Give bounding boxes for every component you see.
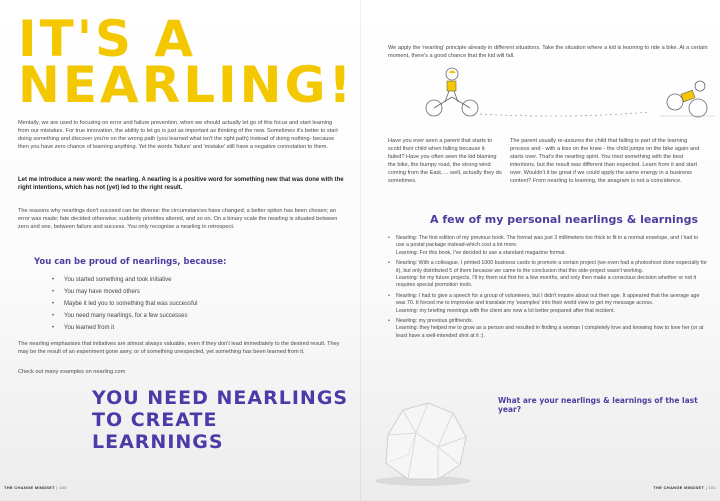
learning-text: Learning: for my future projects, I'll try them out first for a few months, and only then make a conscious decision whether or not it requires special promotion tools. [396, 275, 697, 289]
nearling-text: Nearling: I had to give a speech for a group of volunteers, but I didn't inquire about out their age. It appeared that the average age was 70. It forced me to improvise and translate my 'examples' into their world view to get my message across. [396, 292, 700, 307]
list-item [388, 260, 708, 290]
nearling-text: Nearling: With a colleague, I printed 1000 business cards to promote a certain project (we even had a photoshoot done especially for it), but only distributed 5 of them because we came to the conclusion that this side-project wasn't working. [396, 260, 707, 274]
page-number: | 101 [705, 485, 716, 490]
footer-title: THE CHANGE MINDSET [4, 485, 55, 490]
nearling-text: Nearling: The first edition of my previous book. The format was just 3 millimeters too thick to fit in a normal envelope, and I had to use a postal package instead-which cost a lot more. [396, 235, 699, 249]
list-item [388, 235, 708, 257]
learning-text: Learning: For this book, I've decided to use a standard magazine format. [396, 249, 567, 256]
list-item [388, 318, 708, 340]
list-item [388, 293, 708, 315]
emphasis-paragraph: The nearling emphasises that initiatives are almost always valuable, even if they don't lead immediately to the desired result. They may be the result of an experiment gone awry, or of something unexpected, yet something has been learned from it. [18, 341, 340, 355]
left-footer [4, 485, 67, 490]
nearling-text: Nearling: my previous girlfriends. [396, 318, 474, 325]
intro-paragraph: Mentally, we are used to focusing on error and failure prevention, when we should actually let go of this focus and start learning from our mistakes. For true innovation, the ability to let go is just as important as thinking of the new. Sometimes it's better to start doing something and discover you're on the wrong path (you learned what isn't the right path) instead of doing nothing- because then you have zero chance of learning anything. Yet the words 'failure' and 'mistake' still have a negative connotation to them. [18, 120, 338, 150]
nearlings-list [388, 235, 708, 343]
proud-heading: You can be proud of nearlings, because: [34, 257, 227, 267]
footer-title: THE CHANGE MINDSET [653, 485, 705, 490]
big-heading-line-2: TO CREATE LEARNINGS [92, 409, 224, 453]
page-title: IT'S A NEARLING! [18, 10, 355, 114]
column-2-paragraph: The parent usually re-assures the child that falling is part of the learning process and - with a kiss on the knee - the child jumps on the bike again and starts over. That's the nearling spirit. You tried something with the best intentions, but the result was different than expected. Learn from it and start over. Wouldn't it be great if we could apply the same energy in a business context? From nearling to learning, the anagram is not a coincidence. [510, 138, 700, 184]
list-item: • You may have moved others [52, 286, 197, 298]
column-1-paragraph: Have you ever seen a parent that starts to scold their child when falling because it failed? Have you often seen the kid blaming the bike, the bumpy road, the strong wind coming from the East, ... well, actually they do sometimes. [388, 138, 502, 184]
question-heading: What are your nearlings & learnings of the last year? [498, 396, 698, 414]
reasons-paragraph: The reasons why nearlings don't succeed can be diverse: the circumstances have changed; a better option has been chosen; an error was made; fate decided otherwise; suddenly priorities altered, and so on. On a binary scale the nearling is situated between zero and one, between failure and success. You only recognise a nearling in retrospect. [18, 208, 338, 230]
learning-text: Learning: my briefing meetings with the client are now a lot better prepared after that incident. [396, 307, 616, 314]
list-item: • You need many nearlings, for a few successes [52, 310, 197, 322]
big-heading-line-1: YOU NEED NEARLINGS [92, 387, 349, 409]
learning-text: Learning: they helped me to grow as a person and resulted in finding a woman I completely love and knowing how to love her (or at least have a well-intended shot at it :). [396, 325, 704, 339]
examples-link-text: Check out many examples on nearling.com [18, 369, 126, 375]
list-item: • You started something and took initiative [52, 274, 197, 286]
kid-on-bike-illustration [420, 64, 720, 126]
page-number: | 100 [56, 485, 67, 490]
list-item: • Maybe it led you to something that was successful [52, 298, 197, 310]
nearling-definition: Let me introduce a new word: the nearling. A nearling is a positive word for something new that was done with the right intentions, which has not (yet) led to the right result. [18, 177, 344, 191]
right-intro-paragraph: We apply the 'nearling' principle already in different situations. Take the situation where a kid is learning to ride a bike. At a certain moment, there's a good chance that the kid will fall. [388, 45, 708, 59]
proud-bullet-list [52, 274, 197, 334]
right-footer [653, 485, 716, 490]
personal-nearlings-heading: A few of my personal nearlings & learnings [430, 213, 699, 226]
list-item: • You learned from it [52, 322, 197, 334]
big-heading [92, 387, 352, 453]
crumpled-paper-image [368, 395, 478, 487]
